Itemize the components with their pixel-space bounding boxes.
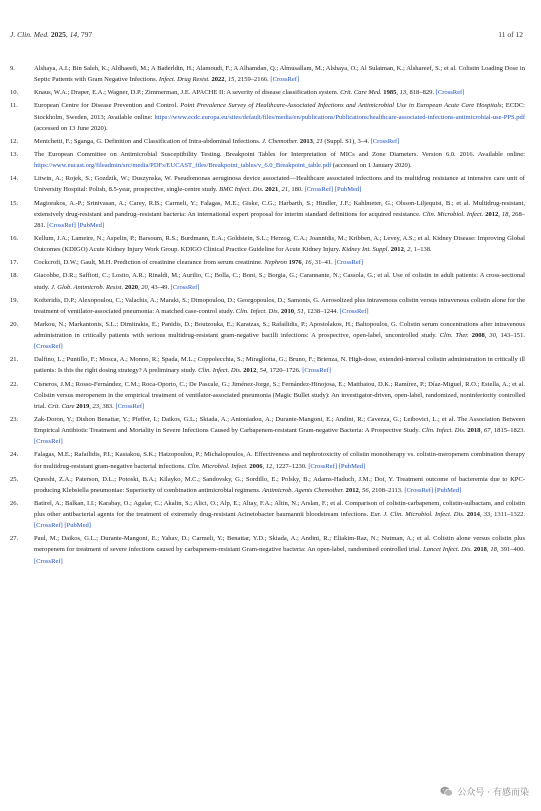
reference-year: 2006 xyxy=(249,462,263,470)
reference-year: 2018 xyxy=(473,546,487,554)
journal-year: 2025 xyxy=(50,30,66,39)
reference-year: 2010 xyxy=(280,307,294,315)
reference-segment: , 1–138. xyxy=(410,246,432,254)
reference-number: 15. xyxy=(10,199,19,207)
reference-segment: ; ECDC: Stockholm, Sweden, 2013; Available online: xyxy=(34,102,525,121)
reference-number: 19. xyxy=(10,296,19,304)
reference-italic: Clin. Infect. Dis. xyxy=(198,367,242,375)
reference-italic: Crit. Care Med. xyxy=(340,89,382,97)
reference-italic: Clin. Microbiol. Infect. xyxy=(187,462,248,470)
reference-segment: Magiorakos, A.-P.; Srinivasan, A.; Carey, R.B.; Carmeli, Y.; Falagas, M.E.; Giske, C.G.; Harbarth, S.; Hindler, J.F.; Kahlmeter, G.; Olsson-Liljequist, B.; et al. Multidrug-resistant, extensively drug-resistant and pandrug–resistant bacteria: An international expert proposal for interim standard definitions for acquired resistance. xyxy=(34,199,525,218)
reference-text xyxy=(34,451,525,469)
reference-segment: (accessed on 1 January 2020). xyxy=(331,162,412,170)
reference-segment: , xyxy=(498,210,502,218)
reference-segment: , 1227–1230. xyxy=(272,462,309,470)
reference-italic: J. Glob. Antimicrob. Resist. xyxy=(51,283,124,291)
reference-item xyxy=(10,100,525,133)
reference-segment: , xyxy=(403,246,408,254)
reference-italic: 23 xyxy=(92,402,100,410)
reference-text xyxy=(34,416,525,445)
reference-segment: Kofteridis, D.P.; Alexopoulou, C.; Valachis, A.; Maraki, S.; Dimopoulou, D.; Georgopoulos, D.; Samonis, G. Aerosolized plus intravenous colistin versus intravenous colistin alone for the treatment of ventilator-associated pneumonia: A matched case-control study. xyxy=(34,296,525,315)
reference-segment: , xyxy=(256,367,260,375)
reference-text xyxy=(34,235,525,253)
reference-number: 22. xyxy=(10,380,19,388)
reference-year: 2012 xyxy=(390,246,404,254)
reference-italic: 51 xyxy=(297,307,304,315)
reference-item xyxy=(10,257,525,268)
reference-link[interactable]: [CrossRef] xyxy=(47,221,76,229)
reference-segment: European Centre for Disease Prevention and Control. xyxy=(34,102,181,110)
reference-italic: 67 xyxy=(483,427,491,435)
reference-italic: Lancet Infect. Dis. xyxy=(423,546,472,554)
reference-segment: , 31–41. xyxy=(311,259,335,267)
reference-number: 16. xyxy=(10,234,19,242)
reference-item xyxy=(10,449,525,471)
journal-volume: 14 xyxy=(69,30,78,39)
journal-article: 797 xyxy=(80,30,93,39)
reference-number: 21. xyxy=(10,356,19,364)
reference-segment: , 383. xyxy=(99,402,116,410)
reference-segment: Knaus, W.A.; Draper, E.A.; Wagner, D.P.; Zimmerman, J.E. APACHE II: A severity of disease classification system. xyxy=(34,89,341,97)
reference-number: 18. xyxy=(10,272,19,280)
reference-italic: BMC Infect. Dis. xyxy=(219,186,264,194)
reference-segment: , xyxy=(89,402,93,410)
watermark-text: 公众号 · 有感而染 xyxy=(457,787,529,798)
reference-text xyxy=(34,259,363,266)
reference-number: 12. xyxy=(10,137,19,145)
reference-italic: Crit. Care xyxy=(47,402,75,410)
reference-number: 14. xyxy=(10,175,19,183)
reference-item xyxy=(10,379,525,412)
reference-italic: 12 xyxy=(265,462,273,470)
reference-item xyxy=(10,136,525,147)
reference-segment: Falagas, M.E.; Rafailidis, P.I.; Kasiakou, S.K.; Hatzopoulou, P.; Michalopoulos, A. Effectiveness and nephrotoxicity of colistin monotherapy vs. colistin-meropenem combination therapy for multidrug-resistant gram-negative bacterial infections. xyxy=(34,451,525,470)
reference-link[interactable]: [CrossRef] xyxy=(170,283,200,291)
reference-segment: , xyxy=(137,283,142,291)
reference-italic: 18 xyxy=(490,546,497,554)
reference-year: 2018 xyxy=(467,427,481,435)
reference-segment: Dalfino, L.; Puntillo, F.; Mosca, A.; Monno, R.; Spada, M.L.; Coppolecchia, S.; Miragliotta, G.; Bruno, F.; Brienza, N. High-dose, extended-interval colistin administration in critically ill patients: Is this the right dosing strategy? A preliminary study. xyxy=(34,356,525,375)
reference-number: 20. xyxy=(10,321,19,328)
reference-italic: 18 xyxy=(501,210,509,218)
reference-italic: 33 xyxy=(483,511,491,519)
reference-number: 23. xyxy=(10,416,19,424)
reference-segment: , xyxy=(294,307,298,315)
reference-segment: , xyxy=(312,137,317,145)
reference-segment: , xyxy=(224,76,228,84)
reference-link[interactable]: [CrossRef] xyxy=(308,462,338,470)
reference-segment: , 2159–2166. xyxy=(234,76,271,84)
reference-italic: 21 xyxy=(316,137,323,145)
reference-italic: 16 xyxy=(304,259,312,267)
reference-number: 24. xyxy=(10,451,19,459)
reference-segment: Giacobbe, D.R.; Saffioti, C.; Losito, A.R.; Rinaldi, M.; Aurilio, C.; Bolla, C.; Boni, S.; Borgia, G.; Carannante, N.; Cassola, G.; et al. Use of colistin in adult patients: A cross-sectional study. xyxy=(34,272,525,291)
reference-segment: Litwin, A.; Rojek, S.; Gozdzik, W.; Duszynska, W. Pseudomonas aeruginosa device associated—Healthcare associated infections and its multidrug resistance at intensive care unit of University Hospital: Polish, 8.5-year, prospective, single-centre study. xyxy=(34,175,525,194)
reference-segment: , 818–829. xyxy=(406,89,436,97)
reference-year: 2008 xyxy=(471,332,485,340)
reference-list xyxy=(10,63,525,569)
reference-text xyxy=(34,102,525,131)
reference-year: 2013 xyxy=(299,137,313,145)
reference-link[interactable]: [CrossRef] xyxy=(270,76,300,84)
reference-item xyxy=(10,198,525,231)
reference-italic: Point Prevalence Survey of Healthcare-Associated Infections and Antimicrobial Use in European Acute Care Hospitals xyxy=(180,102,502,110)
reference-italic: 2 xyxy=(407,246,411,254)
reference-segment: , xyxy=(358,486,363,494)
reference-text xyxy=(34,297,525,315)
reference-text xyxy=(34,321,525,350)
reference-year: 2019 xyxy=(76,402,90,410)
reference-segment: , xyxy=(396,89,400,97)
reference-segment: (accessed on 13 June 2020). xyxy=(34,124,108,132)
reference-italic: Clin. Microbiol. Infect. xyxy=(422,210,484,218)
reference-item xyxy=(10,295,525,317)
reference-segment: Cockcroft, D.W.; Gault, M.H. Prediction of creatinine clearance from serum creatinine. xyxy=(34,259,265,267)
reference-text xyxy=(34,476,525,494)
reference-item xyxy=(10,354,525,376)
reference-segment: , 43–49. xyxy=(147,283,171,291)
reference-number: 10. xyxy=(10,89,19,97)
reference-year: 2012 xyxy=(243,367,257,375)
reference-text xyxy=(34,272,525,290)
reference-item xyxy=(10,319,525,352)
reference-segment: Cisneros, J.M.; Rosso-Fernández, C.M.; Roca-Oporto, C.; De Pascale, G.; Jiménez-Jorge, S.; Fernández-Hinojosa, E.; Matthaiou, D.K.; Ramírez, P.; Díaz-Miguel, R.O.; Estella, A.; et al. Colistin versus meropenem in the empirical treatment of ventilator-associated pneumonia (Magic Bullet study): An investigator-driven, open-label, randomized, noninferiority controlled trial. xyxy=(34,380,525,410)
reference-year: 2012 xyxy=(485,210,499,218)
reference-italic: 15 xyxy=(227,76,235,84)
reference-link[interactable]: [CrossRef] xyxy=(34,438,63,446)
reference-italic: 56 xyxy=(362,486,369,494)
wechat-icon xyxy=(440,786,453,797)
reference-italic: 54 xyxy=(259,367,267,375)
reference-link[interactable]: [CrossRef] xyxy=(34,557,63,565)
reference-segment: , xyxy=(278,186,282,194)
reference-italic: Clin. Ther. xyxy=(439,332,469,340)
reference-text xyxy=(34,535,525,564)
reference-italic: 21 xyxy=(281,186,289,194)
reference-link[interactable]: [PubMed] xyxy=(338,462,366,470)
reference-segment: , 268–281. xyxy=(34,210,525,229)
reference-text xyxy=(34,89,464,96)
reference-link[interactable]: [CrossRef] xyxy=(339,307,369,315)
reference-number: 27. xyxy=(10,535,19,543)
reference-italic: Nephron xyxy=(264,259,287,267)
reference-link[interactable]: [PubMed] xyxy=(77,221,105,229)
reference-italic: 30 xyxy=(489,332,496,340)
reference-link[interactable]: [CrossRef] xyxy=(302,367,331,375)
reference-segment: , 2108–2113. xyxy=(368,486,405,494)
reference-segment: , xyxy=(480,427,484,435)
reference-link[interactable]: [PubMed] xyxy=(64,522,91,530)
reference-segment: , 1720–1726. xyxy=(266,367,303,375)
reference-item xyxy=(10,414,525,447)
page-header xyxy=(10,30,523,44)
reference-number: 13. xyxy=(10,151,19,159)
reference-number: 26. xyxy=(10,499,19,507)
reference-italic: Clin. Infect. Dis. xyxy=(421,427,466,435)
reference-link[interactable]: [CrossRef] xyxy=(370,137,400,145)
reference-link[interactable]: [CrossRef] xyxy=(435,89,465,97)
reference-link[interactable]: [PubMed] xyxy=(334,186,362,194)
reference-year: 2021 xyxy=(265,186,279,194)
reference-segment: Qureshi, Z.A.; Paterson, D.L.; Potoski, B.A.; Kilayko, M.C.; Sandovsky, G.; Sordillo, E.; Polsky, B.; Adams-Haduch, J.M.; Doi, Y. Treatment outcome of bacteremia due to KPC-producing Klebsiella pneumoniae: Superiority of combination antimicrobial regimens. xyxy=(34,475,525,494)
reference-segment: Kellum, J.A.; Lameire, N.; Aspelin, P.; Barsoum, R.S.; Burdmann, E.A.; Goldstein, S.L.; Herzog, C.A.; Joannidis, M.; Kribben, A.; Levey, A.S.; et al. Kidney Disease: Improving Global Outcomes (KDIGO) Acute Kidney Injury Work Group. KDIGO Clinical Practice Guideline for Acute Kidney Injury. xyxy=(34,234,525,254)
reference-segment: , xyxy=(486,546,491,554)
reference-segment: (Suppl. S1), 3–4. xyxy=(322,137,371,145)
reference-italic: Eur. J. Clin. Microbiol. Infect. Dis. xyxy=(370,511,465,519)
reference-segment: Zak-Doron, Y.; Dishon Benattar, Y.; Pfeffer, I.; Daikos, G.L.; Skiada, A.; Antoniadou, A.; Durante-Mangoni, E.; Andini, R.; Cavezza, G.; Leibovici, L.; et al. The Association Between Empirical Antibiotic Treatment and Mortality in Severe Infections Caused by Carbapenem-resistant Gram-negative Bacteria: A Prospective Study. xyxy=(34,416,525,435)
reference-segment: , xyxy=(301,259,305,267)
reference-item xyxy=(10,173,525,195)
reference-italic: 20 xyxy=(141,283,148,291)
journal-citation: J. Clin. Med. 2025, 14, 797 xyxy=(10,30,93,39)
reference-text xyxy=(34,500,525,529)
reference-item xyxy=(10,87,525,98)
reference-item xyxy=(10,498,525,531)
reference-italic: 13 xyxy=(399,89,407,97)
reference-link[interactable]: [PubMed] xyxy=(434,486,462,494)
reference-year: 2012 xyxy=(345,486,359,494)
reference-year: 2022 xyxy=(211,76,225,84)
reference-item xyxy=(10,233,525,255)
reference-number: 17. xyxy=(10,259,19,267)
reference-italic: Infect. Drug Resist. xyxy=(158,76,210,84)
watermark xyxy=(440,783,529,799)
reference-segment: Menichetti, F.; Sganga, G. Definition and Classification of Intra-abdominal Infections. xyxy=(34,137,263,145)
journal-abbrev: J. Clin. Med. xyxy=(10,30,49,39)
reference-link[interactable]: [CrossRef] xyxy=(304,186,334,194)
reference-italic: J. Chemother. xyxy=(262,137,299,145)
reference-segment: , 180. xyxy=(288,186,305,194)
reference-segment: , 1238–1244. xyxy=(303,307,340,315)
reference-item xyxy=(10,270,525,292)
reference-italic: Clin. Infect. Dis. xyxy=(235,307,280,315)
reference-item xyxy=(10,533,525,566)
page-indicator: 11 of 12 xyxy=(498,30,523,39)
reference-italic: Kidney Int. Suppl. xyxy=(341,246,390,254)
reference-segment: Alshaya, A.I.; Bin Saleh, K.; Aldhaeefi, M.; A Baderldin, H.; Alamoudi, F.; A Alhamdan, Q.; Almusallam, M.; Alshaya, O.; Al Sulaiman, K.; Alshareef, S.; et al. Colistin Loading Dose in Septic Patients with Gram Negative Infections. xyxy=(34,65,525,84)
reference-link[interactable]: [CrossRef] xyxy=(334,259,364,267)
reference-segment: , xyxy=(484,332,490,340)
reference-number: 9. xyxy=(10,65,15,72)
reference-segment: , xyxy=(479,511,484,519)
reference-segment: Markou, N.; Markantonis, S.L.; Dimitrakis, E.; Panidis, D.; Boutzouka, E.; Karatzas, S.; Rafailidis, P.; Apostolakos, H.; Baltopoulos, G. Colistin serum concentrations after intravenous administration in critically patients with serious multidrug-resistant gram-negative bacilli infections: A prospective, open-label, uncontrolled study. xyxy=(34,321,525,340)
reference-segment: , 1815–1823. xyxy=(490,427,526,435)
reference-segment: , xyxy=(262,462,266,470)
reference-item xyxy=(10,63,525,85)
reference-segment: Paul, M.; Daikos, G.L.; Durante-Mangoni, E.; Yahav, D.; Carmeli, Y.; Benattar, Y.D.; Skiada, A.; Andini, R.; Eliakim-Raz, N.; Nutman, A.; et al. Colistin alone versus colistin plus meropenem for treatment of severe infections caused by carbapenem-resistant Gram-negative bacteria: An open-label, randomised controlled trial. xyxy=(34,535,525,554)
reference-italic: Antimicrob. Agents Chemother. xyxy=(262,486,345,494)
reference-link[interactable]: [CrossRef] xyxy=(404,486,434,494)
reference-segment: , 143–151. xyxy=(495,332,525,340)
reference-segment: , 1311–1322. xyxy=(490,511,526,519)
reference-link[interactable]: [CrossRef] xyxy=(34,522,63,530)
reference-text xyxy=(34,200,525,229)
reference-year: 1985 xyxy=(383,89,397,97)
reference-item xyxy=(10,474,525,496)
reference-year: 2020 xyxy=(124,283,138,291)
reference-year: 1976 xyxy=(288,259,302,267)
reference-year: 2014 xyxy=(466,511,480,519)
reference-text xyxy=(34,381,525,410)
reference-link[interactable]: https://www.ecdc.europa.eu/sites/default/files/media/en/publications/Publications/healthcare-associated-infections-antimicrobial-use-PPS.pdf xyxy=(154,113,525,121)
reference-link[interactable]: [CrossRef] xyxy=(115,402,145,410)
reference-text xyxy=(34,175,525,193)
reference-text xyxy=(34,356,525,374)
reference-link[interactable]: [CrossRef] xyxy=(34,343,63,351)
reference-text xyxy=(34,138,399,145)
reference-text xyxy=(34,65,525,83)
reference-segment: Batirel, A.; Balkan, I.I.; Karabay, O.; Agalar, C.; Akalin, S.; Alici, O.; Alp, E.; Altay, F.A.; Altin, N.; Arslan, F.; et al. Comparison of colistin-carbapenem, colistin-sulbactam, and colistin plus other antibacterial agents for the treatment of extremely drug-resistant Acinetobacter baumannii bloodstream infections. xyxy=(34,499,525,519)
reference-link[interactable]: https://www.eucast.org/fileadmin/src/media/PDFs/EUCAST_files/Breakpoint_tables/v_6.0_Breakpoint_table.pdf xyxy=(34,162,332,170)
reference-segment: , 391–400. xyxy=(496,546,525,554)
reference-item xyxy=(10,149,525,171)
reference-number: 11. xyxy=(10,102,18,110)
reference-number: 25. xyxy=(10,475,19,483)
reference-segment: The European Committee on Antimicrobial Susceptibility Testing. Breakpoint Tables for Interpretation of MICs and Zone Diameters. Version 6.0. 2016. Available online: xyxy=(34,151,525,159)
reference-text xyxy=(34,151,525,169)
